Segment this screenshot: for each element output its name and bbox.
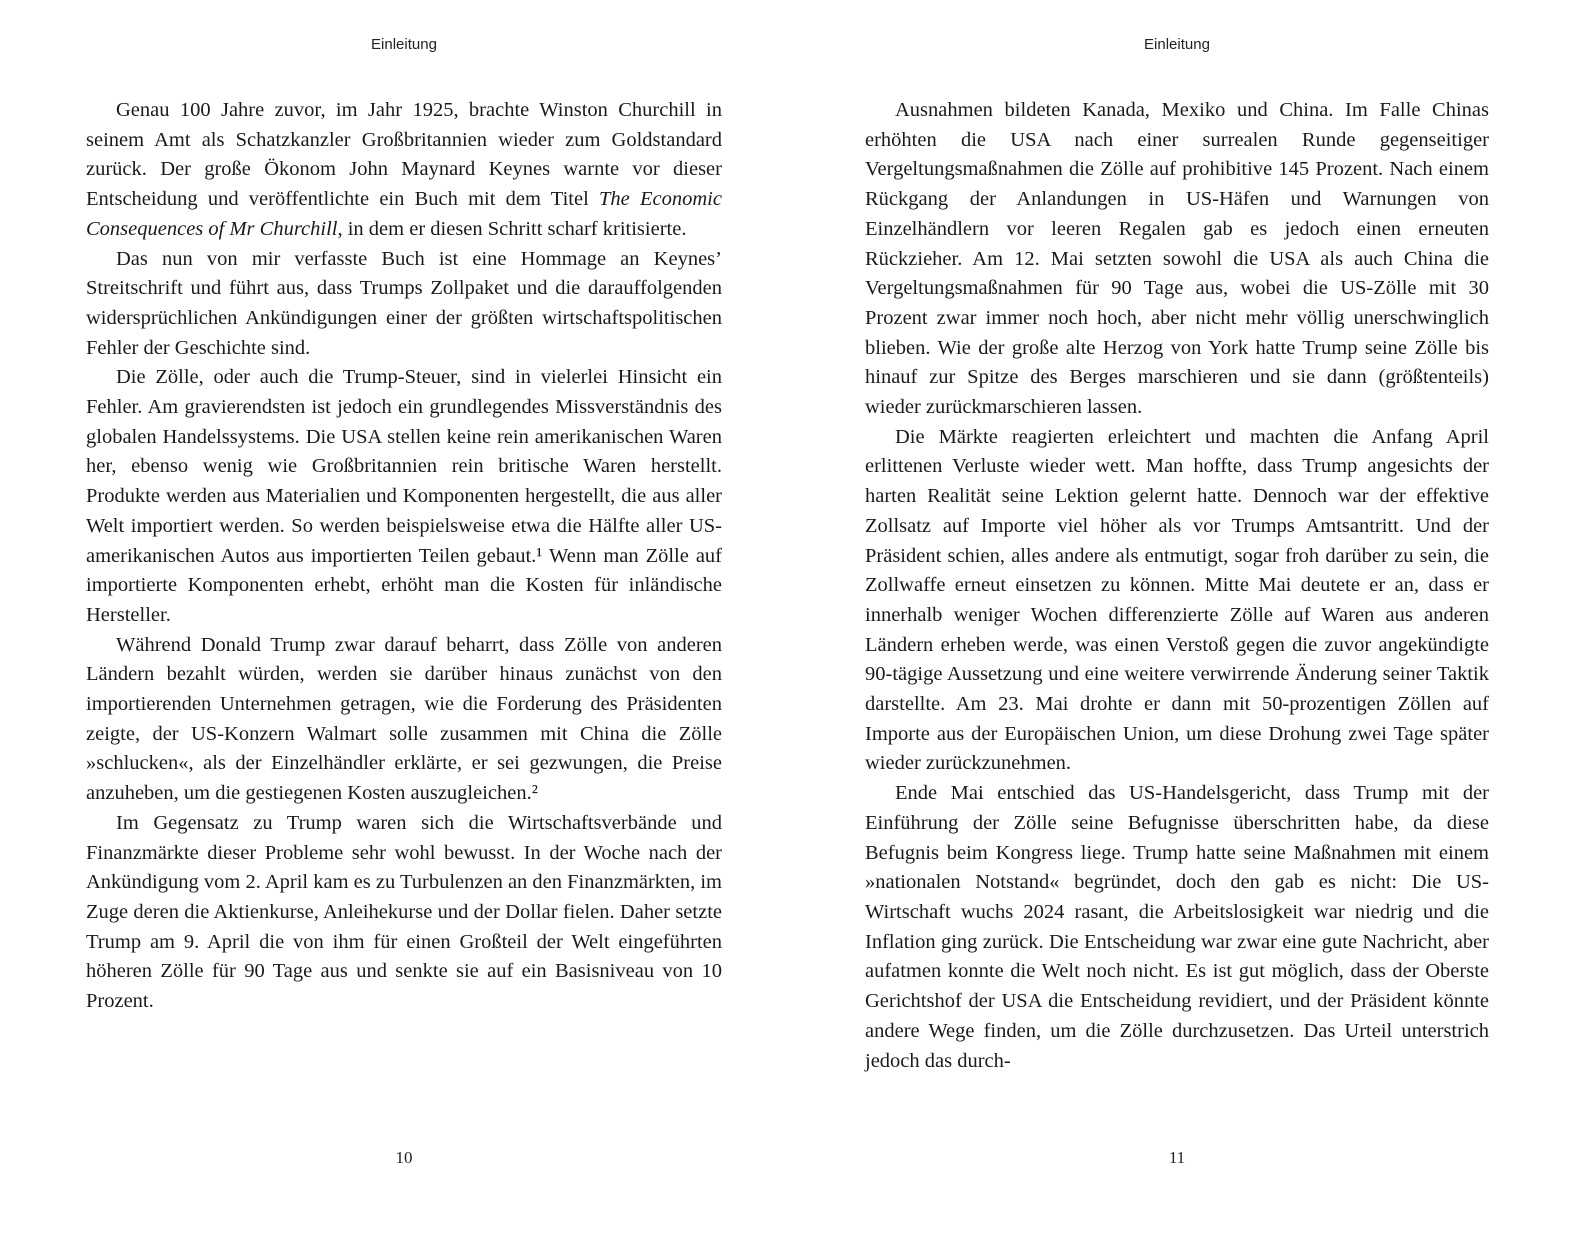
body-text-left (86, 96, 722, 1017)
running-head-right: Einleitung (1144, 36, 1210, 53)
paragraph-trump-tax: Die Zölle, oder auch die Trump-Steuer, sind in vielerlei Hinsicht ein Fehler. Am gravierendsten ist jedoch ein grundlegendes Missverständnis des globalen Handelssystems. Die USA stellen keine rein amerikanischen Waren her, ebenso wenig wie Großbritannien rein britische Waren herstellt. Produkte werden aus Materialien und Komponenten hergestellt, die aus aller Welt importiert werden. So werden beispielsweise etwa die Hälfte aller US-amerikanischen Autos aus importierten Teilen gebaut.¹ Wenn man Zölle auf importierte Komponenten erhebt, erhöht man die Kosten für inländische Hersteller. (86, 366, 722, 626)
running-head-left: Einleitung (371, 36, 437, 53)
paragraph-walmart: Während Donald Trump zwar darauf beharrt, dass Zölle von anderen Ländern bezahlt würden, werden sie darüber hinaus zunächst von den importierenden Unternehmen getragen, wie die Forderung des Präsidenten zeigte, der US-Konzern Walmart solle zusammen mit China die Zölle »schlucken«, als der Einzelhändler erklärte, er sei gezwungen, die Preise anzuheben, um die gestiegenen Kosten auszugleichen.² (86, 633, 722, 805)
paragraph-hommage: Das nun von mir verfasste Buch ist eine Hommage an Keynes’ Streitschrift und führt aus, dass Trumps Zollpaket und die darauffolgenden widersprüchlichen Ankündigungen einer der größten wirtschaftspolitischen Fehler der Geschichte sind. (86, 247, 722, 359)
right-page (797, 0, 1594, 1240)
paragraph-court-ruling: Ende Mai entschied das US-Handelsgericht, dass Trump mit der Einführung der Zölle seine Befugnisse überschritten habe, da diese Befugnis beim Kongress liege. Trump hatte seine Maßnahmen mit einem »nationalen Notstand« begründet, doch den gab es nicht: Die US-Wirtschaft wuchs 2024 rasant, die Arbeitslosigkeit war niedrig und die Inflation ging zurück. Die Entscheidung war zwar eine gute Nachricht, aber aufatmen konnte die Welt noch nicht. Es ist gut möglich, dass der Oberste Gerichtshof der USA die Entscheidung revidiert, und der Präsident könnte andere Wege finden, um die Zölle durchzusetzen. Das Urteil unterstrich jedoch das durch- (865, 782, 1489, 1072)
paragraph-markets-relief: Die Märkte reagierten erleichtert und machten die Anfang April erlittenen Verluste wieder wett. Man hoffte, dass Trump angesichts der harten Realität seine Lektion gelernt hatte. Dennoch war der effektive Zollsatz auf Importe viel höher als vor Trumps Amtsantritt. Und der Präsident schien, alles andere als entmutigt, sogar froh darüber zu sein, die Zollwaffe erneut einsetzen zu können. Mitte Mai deutete er an, dass er innerhalb weniger Wochen differenzierte Zölle auf Waren aus anderen Ländern erheben werde, was einen Verstoß gegen die zuvor angekündigte 90-tägige Aussetzung und eine weitere verwirrende Änderung seiner Taktik darstellte. Am 23. Mai drohte er dann mit 50-prozentigen Zöllen auf Importe aus der Europäischen Union, um diese Drohung zwei Tage später wieder zurückzunehmen. (865, 425, 1489, 775)
page-number-left: 10 (395, 1148, 413, 1167)
paragraph-exceptions: Ausnahmen bildeten Kanada, Mexiko und China. Im Falle Chinas erhöhten die USA nach einer surrealen Runde gegenseitiger Vergeltungsmaßnahmen die Zölle auf prohibitive 145 Prozent. Nach einem Rückgang der Anlandungen in US-Häfen und Warnungen von Einzelhändlern vor leeren Regalen gab es jedoch einen erneuten Rückzieher. Am 12. Mai setzten sowohl die USA als auch China die Vergeltungsmaßnahmen für 90 Tage aus, wobei die US-Zölle mit 30 Prozent zwar immer noch hoch, aber nicht mehr völlig unerschwinglich blieben. Wie der große alte Herzog von York hatte Trump seine Zölle bis hinauf zur Spitze des Berges marschieren und sie dann (größtenteils) wieder zurückmarschieren lassen. (865, 99, 1489, 419)
paragraph-markets: Im Gegensatz zu Trump waren sich die Wirtschaftsverbände und Finanzmärkte dieser Probleme sehr wohl bewusst. In der Woche nach der Ankündigung vom 2. April kam es zu Turbulenzen an den Finanzmärkten, im Zuge deren die Aktienkurse, Anleihekurse und der Dollar fielen. Daher setzte Trump am 9. April die von ihm für einen Großteil der Welt eingeführten höheren Zölle für 90 Tage aus und senkte sie auf ein Basisniveau von 10 Prozent. (86, 811, 722, 1013)
paragraph-churchill-before: Genau 100 Jahre zuvor, im Jahr 1925, brachte Winston Churchill in seinem Amt als Schatzkanzler Großbritannien wieder zum Goldstandard zurück. Der große Ökonom John Maynard Keynes warnte vor dieser Entscheidung und veröffentlichte ein Buch mit dem Titel (86, 99, 722, 211)
paragraph-churchill (86, 96, 722, 245)
book-title: The Economic Consequences of Mr Churchill (86, 188, 722, 240)
page-number-right: 11 (1168, 1148, 1186, 1167)
paragraph-churchill-after: , in dem er diesen Schritt scharf kritisierte. (337, 217, 687, 240)
body-text-right (865, 96, 1489, 1076)
